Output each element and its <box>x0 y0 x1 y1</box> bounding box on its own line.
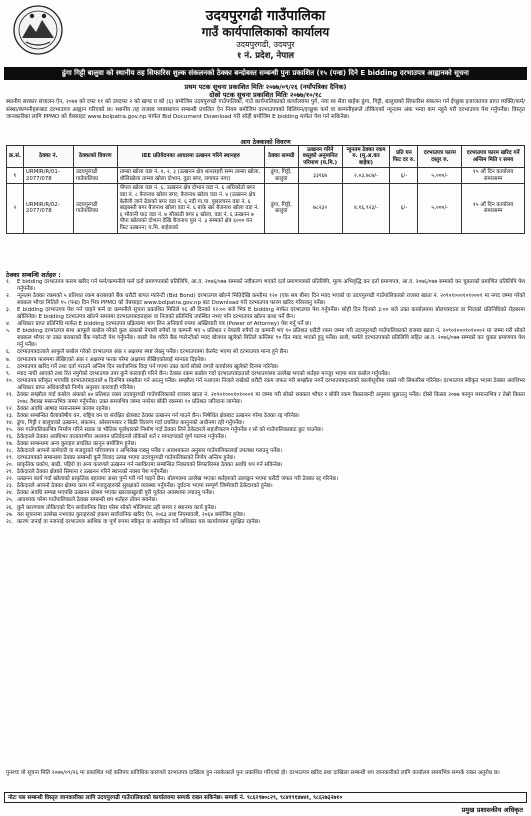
serial-cell: १ <box>7 168 24 184</box>
material-cell: ढुंगा, गिट्टी, बालुवा <box>264 168 298 184</box>
term-text: E bidding दरभाउपत्र पेश गर्न चाहने फर्म वा कम्पनीले सूचना प्रकाशित मितिले १६ औं दिनको १२:०० बजे भित्र E bidding मार्फत दरभाउपत्र पेश गर्नुपर्नेछ। सोही दिन दिनको ३:०० बजे उक्त कार्यालयमा बोलपत्रदाता वा निजको प्रतिनिधिको रोहबरमा खोलिनेछ। E bidding दरभाउपत्र खोल्ने समयमा दरभाउपत्रदाताहरू वा निजको प्रतिनिधि उपस्थित नभए पनि दरभाउपत्र खोल्न बाधा पर्ने छैन। <box>17 307 525 321</box>
term-text: ठेकेदारले आफ्नो ठेक्का क्षेत्रमा काम गर्ने मजदुरहरुको सुरक्षाको व्यवस्था गर्नुपर्नेछ। दुर्घटना भएमा सम्पूर्ण जिम्मेवारी ठेकेदारको हुनेछ। <box>17 483 273 490</box>
term-item <box>6 392 525 406</box>
term-item <box>6 279 525 293</box>
notice-title-banner: ढुंगा गिट्टी बालुवा को स्थानीय तह सिफारिस शुल्क संकलनको ठेक्का बन्दोबस्त सम्बन्धी पुनः प्रकाशित (१५ (पन्ध्र) दिने E bidding दरभाउपत्र आह्वानको सूचना <box>4 67 527 80</box>
term-text: E bidding दरभाउपत्र फारम खरिद गर्न फर्म/कम्पनीले फर्म दर्ता प्रमाणपत्रको प्रतिलिपि, आ.व. २०७६/०७७ सम्मको नवीकरण भएको दर्ता प्रमाणपत्रको प्रतिलिपि, मूल्य अभिवृद्धि कर दर्ता प्रमाणपत्र, आ.व. २०७६/०७७ सम्मको कर चुक्ताको प्रमाणित प्रतिलिपि पेश गर्नुपर्नेछ। <box>17 279 525 293</box>
term-text: ठेक्का अवधि आषाढ मसान्तसम्म कायम रहनेछ। <box>17 405 111 412</box>
term-text: यस सूचनामा उल्लेख नभएका कुराहरुको हकमा सार्वजनिक खरिद ऐन, २०६३ तथा नियमावली, २०६४ बमोजिम हुनेछ। <box>17 511 245 518</box>
table-header-row <box>7 146 525 168</box>
term-text: उत्खनन कार्य गर्दा खोलाको प्राकृतिक बहावमा असर पुग्ने गरी गर्न पाइने छैन। बोलपत्रमा उल्लेख भएका शर्तहरुको उल्लङ्घन भएमा धरौटी जफत गरी ठेक्का रद्द गरिनेछ। <box>17 476 339 483</box>
term-number: २६. <box>6 504 14 511</box>
form-fee-cell: ५,०००/- <box>418 184 462 233</box>
term-text: दरभाउपत्र फारममा लेखिएको अंक र अक्षरमा फरक परेमा अक्षरमा लेखिएकोलाई मान्यता दिइनेछ। <box>17 356 206 363</box>
term-number: ११. <box>6 391 14 398</box>
term-text: ठेकेदारले ठेक्का क्षेत्रको सिमाना र उत्खनन गरिने स्थानको नक्सा पेश गर्नुपर्नेछ। <box>17 469 169 476</box>
term-number: २. <box>6 293 11 300</box>
contract-no-cell: URMIR/R/02-2077/078 <box>23 184 73 233</box>
term-text: प्राकृतिक प्रकोप, बाढी, पहिरो वा अन्य कारणले उत्खनन गर्न नसकिएमा सम्बन्धित निकायको सिफारिसमा ठेक्का अवधि थप गर्न सकिनेछ। <box>17 462 283 469</box>
office-name: गाउँ कार्यपालिकाको कार्यालय <box>201 25 330 39</box>
header-cell: IEE प्रतिवेदनका आधारमा उत्खनन गरिने स्थानहरु <box>117 146 264 168</box>
term-number: १९. <box>6 455 14 462</box>
term-text: ठेक्का सम्बन्धित घैलाकोषीय वन, राष्ट्रिय वन वा संरक्षित क्षेत्रबाट ठेक्का उत्खनन गर्न पाउने छैन। निषेधित क्षेत्रबाट उत्खनन गरेमा ठेक्का रद्द गरिनेछ। <box>17 412 300 419</box>
description-cell: उदयपुरगढी गाउँपालिका <box>73 168 117 184</box>
second-publication-date: दोस्रो पटक सूचना प्रकाशित मितिः २०७७/१०/१८ <box>209 91 322 99</box>
term-number: २३. <box>6 483 14 490</box>
intro-paragraph: स्थानीय सरकार संचालन ऐन, २०७४ को दफा ११ को उपदफा २ को खण्ड घ को (६) बमोजिम उदयपुरगढी गाउँपालिका, गाउँ कार्यपालिकाको कार्यालयमा पुगे, नया स्व सेवा बाहेक ढुंगा, गिट्टी, बालुवाको सिफारिस संकलन गर्न ईच्छुक इजाजतपत्र प्राप्त व्यक्ति/फर्म/संस्था/कम्पनीहरूबाट दरभाउपत्र आह्वान गरिएको छ। स्थानीय तह राजस्व व्यवस्थापन सम्बन्धी प्रचलित ऐन नियम बमोजिम दरभाउपत्रको बिलियन/इच्छुक फर्म वा कम्पनीहरूले तोकिएको न्यूनतम अंक भन्दा कम नहुने गरी दरभाउपत्र पेश गर्नुपर्नेछ। विस्तृत जानकारीका लागि PPMO को वेबसाइट www.bolpatra.gov.np मार्फत Bid Document Download गरी सोही बमोजिम E bidding मार्फत पेश गर्न सकिनेछ। <box>6 99 525 121</box>
description-cell: उदयपुरगढी गाउँपालिका <box>73 184 117 233</box>
term-number: ७. <box>6 356 11 363</box>
term-item <box>6 406 525 413</box>
term-text: ठेक्का सम्बन्धमा अन्य कुराहरु प्रचलित कानून बमोजिम हुनेछ। <box>17 441 137 448</box>
letterhead <box>0 2 531 66</box>
term-item <box>6 293 525 307</box>
form-fee-cell: ५,०००/- <box>418 168 462 184</box>
term-text: ठेक्का अवधि सम्पन्न भएपछि उत्खनन क्षेत्रमा भएका खाल्डाखुल्डी पुरी पूर्ववत अवस्थामा ल्याउनु पर्नेछ। <box>17 490 215 497</box>
locations-cell: ताम्सा खोला वडा नं. १, २, ३ (उत्खनन क्षेत्र थानलहरी सम्म ताम्सा खोला, धौलिखोला ताम्सा खोला दोभान, वुढा बगर, लगायत नगर) <box>117 168 264 184</box>
quantity-cell: ३३१६७ <box>298 168 342 184</box>
term-item <box>6 420 525 427</box>
rate-cell: ६/- <box>390 168 418 184</box>
signatory-title: प्रमुख प्रशासकीय अधिकृत <box>461 806 523 814</box>
terms-list <box>6 279 525 526</box>
header-cell: दरभाउपत्र फारम खरिद गर्ने अन्तिम मिति र समय <box>462 146 525 168</box>
term-item <box>6 371 525 378</box>
term-text: ढुंगा, गिट्टी र बालुवाको उत्खनन, संकलन, ओसारपसार र बिक्री वितरण गर्दा प्रचलित कानुनको अधीनमा रही गर्नुपर्नेछ। <box>17 419 244 426</box>
deadline-cell: १५ औं दिन कार्यालय समयसम्म <box>462 168 525 184</box>
term-number: ८. <box>6 363 11 370</box>
term-number: ६. <box>6 349 11 356</box>
term-number: १५. <box>6 426 14 433</box>
min-amount-cell: २,०३,७८७/- <box>342 168 390 184</box>
tender-table <box>6 145 525 234</box>
term-number: १४. <box>6 419 14 426</box>
province-line: १ नं. प्रदेश, नेपाल <box>236 51 295 61</box>
quantity-cell: ७८२३२ <box>298 184 342 233</box>
table-title: आय ठेक्काको विवरण <box>240 139 291 146</box>
term-text: कुनै कारणवश तोकिएको दिन सार्वजनिक बिदा परेमा सोको भोलिपल्ट उही समय र स्थानमा कार्य हुनेछ। <box>17 504 217 511</box>
term-text: म्याद नाघी आएको तथा रित नपुगेको दरभाउपत्र उपर कुनै कारवाही गरिने छैन। ठेक्का रकम कबोल गर्दा दरभाउपत्रदाताले दरभाउपत्रमा उल्लेख भएको शर्तहरु मञ्जुर भएमा मात्र कबोल गर्नुपर्नेछ। <box>17 370 390 377</box>
term-number: २४. <box>6 490 14 497</box>
municipality-name: उदयपुरगढी गाउँपालिका <box>205 8 326 24</box>
term-item <box>6 497 525 504</box>
office-address: उदयपुरगढी, उदयपुर <box>236 40 295 49</box>
term-number: २५. <box>6 497 14 504</box>
material-cell: ढुंगा, गिट्टी, बालुवा <box>264 184 298 233</box>
term-item <box>6 349 525 356</box>
header-cell: उत्खनन गरिने वस्तुको अनुमानित परिमाण (घ.मि.) <box>298 146 342 168</box>
term-number: २२. <box>6 476 14 483</box>
contact-note: नोटः यस सम्बन्धी विस्तृत जानकारीका लागि उदयपुरगढी गाउँपालिकाको कार्यालयमा सम्पर्क राख्न सकिनेछ। सम्पर्क नं. ९८६२९७०८२९, ९८४१९१४७४१, ९८६२७३२७१० <box>4 792 527 803</box>
term-number: १. <box>6 279 11 285</box>
term-item <box>6 413 525 420</box>
serial-cell: २ <box>7 184 24 233</box>
term-item <box>6 357 525 364</box>
term-item <box>6 364 525 371</box>
term-text: दरभाउपत्र स्वीकृत भएपछि दरभाउपत्रदाताले ७ दिनभित्र सम्झौता गर्न आउनु पर्नेछ। सम्झौता गर्न नआएमा निजले राखेको धरौटी रकम जफत गरी सम्झौता नगर्ने दरभाउपत्रदाताको कालोसूचीमा राख्ने गरी सिफारिस गरिनेछ। दरभाउपत्र स्वीकृत भएमा ठेक्का अवधिभर अधिकार प्राप्त अधिकारीको निर्णय अनुसार कारवाही गरिनेछ। <box>17 377 525 391</box>
min-amount-cell: ४,१६,९२३/- <box>342 184 390 233</box>
term-text: न्यूनतम ठेक्का रकमको ५ प्रतिशत रकम बराबरको बैंक धरौटी बापत ग्यारेन्टी (Bid Bond) दरभाउपत्र खोल्ने मितिदेखि कम्तीमा १२० (एक सय बीस) दिन म्याद भएको वा उदयपुरगढी गाउँपालिकाको राजस्व खाता नं. २०९०१०००१०१०००१ मा नगद जम्मा गरेको सक्कल भौचर मितिले १५ (पन्ध्र) दिन भित्र PPMO को वेबसाइट www.bolpatra.gov.np बाट Download गरी दरभाउपत्र फारम खरिद गरिसक्नु पर्नेछ। <box>17 293 525 307</box>
term-text: दरभाउपत्रको सम्बन्धमा ठेक्का सम्बन्धी कुनै विवाद उत्पन्न भएमा उदयपुरगढी गाउँपालिकाको निर्णय अन्तिम हुनेछ। <box>17 455 236 462</box>
header-cell: प्रति घन फिट दर रु. <box>390 146 418 168</box>
postscript-paragraph: पुनश्चः यो सूचना मिति २०७७/०९/२६ मा प्रकाशित भई कतिपय प्राविधिक कारणले दरभाउपत्र दाखिला हुन नसकेकाले पुनः प्रकाशित गरिएको हो। दरभाउपत्र खरिद तथा दाखिला सम्बन्धी थप जानकारीको लागि कार्यालय समयभित्र सम्पर्क राख्न अनुरोध छ। <box>6 770 500 776</box>
term-number: २०. <box>6 462 14 469</box>
term-number: २१. <box>6 469 14 476</box>
term-number: १८. <box>6 448 14 455</box>
term-item <box>6 307 525 321</box>
rate-cell: ६/- <box>390 184 418 233</box>
table-row <box>7 168 525 184</box>
term-number: ३. <box>6 307 11 314</box>
term-text: दरभाउपत्रदाताले आफूले कबोल गरेको दरभाउपत्र अंक र अक्षरमा स्पष्ट लेख्नु पर्नेछ। दरभाउपत्रमा केरमेट भएमा सो दरभाउपत्र मान्य हुने छैन। <box>17 349 289 356</box>
term-number: २७. <box>6 511 14 518</box>
term-item <box>6 427 525 434</box>
term-number: १७. <box>6 441 14 448</box>
deadline-cell: १५ औं दिन कार्यालय समयसम्म <box>462 184 525 233</box>
term-text: E bidding दरभाउपत्र साथ आफूले कबोल गरेको कुल अंकको नेपाली रुपैयाँ वा कम्पनी भए ५ प्रतिशत र नेपाली रुपैयाँ वा कम्पनी भए १० प्रतिशत धरौटी रकम जम्मा गरी उदयपुरगढी गाउँपालिकाको राजस्व खाता नं. २०९०१०००१०१०००१ मा जम्मा गरी सोको सक्कल भौचर वा उक्त बराबरको बैंक ग्यारेन्टी पेश गर्नुपर्नेछ। यसरी पेश गरिने बैंक ग्यारेन्टीको म्याद बोलपत्र खुलेको मितिले कम्तिमा ९० दिन म्याद भएको हुनु पर्नेछ। साथै, फर्मले दरभाउपत्रको प्रतिलिपि सहित आ.व. २०७६/०७७ सम्मको कर चुक्ता प्रमाणपत्र पेश गर्नु पर्नेछ। <box>17 328 525 349</box>
term-text: यस गाउँपालिकाभित्र निर्माण गरिने सडक वा भौतिक पूर्वाधारको निर्माण गर्दा ठेक्का लिने ठेकेदारले सहजीकरण गर्नुपर्नेछ र सो को गाउँपालिकाबाट छुट पाउनेछ। <box>17 426 323 433</box>
locations-cell: पीपल खोला वडा नं. ६, उत्खनन क्षेत्र दोभान वडा नं. ६ अधिकोठो बगर वडा नं. ८ बैजनाथ खोला बगर; बैजनाथ खोला वडा नं. ४ (उत्खनन क्षेत्र बेतौली जाने ढेडाको बगर वडा नं. ६ नदी गा.पा. पुछारचरन वडा नं. ६ बाड्बस्ती बगर बैजनाथ खोला वडा नं. ६ बाके खर बैजनाथ खोला वडा नं. ६ भौवानी घाट वडा नं. ७ सौकाठी बगर ६ खोला, वडा नं. ६ उत्खनन ७ पीपा खोलाको दोभान देखि बैजनाथ पुल नं. ३ सम्मको क्षेत्र ६००० घन फिट उत्खनन) घ.मि. बाहेकको <box>117 184 264 233</box>
terms-heading: ठेक्का सम्बन्धि शर्तहरु : <box>6 272 61 279</box>
term-text: ठेकेदारले ठेक्का अवधिभर वातावरणीय अध्ययन प्रतिवेदनले तोकेको शर्त र मापदण्डको पूर्ण पालना गर्नुपर्नेछ। <box>17 434 227 441</box>
term-text: अधिकार प्राप्त प्रतिनिधि मार्फत E bidding दरभाउपत्र प्रक्रियामा भाग लिन अनिवार्य रुपमा अख्तियारी पत्र (Power of Attorney) पेश गर्नु पर्ने छ। <box>17 321 312 328</box>
term-item <box>6 512 525 519</box>
term-number: १०. <box>6 377 14 384</box>
term-text: ठेक्का सम्झौता गर्दा कबोल अंकको ४० प्रतिशत रकम उदयपुरगढी गाउँपालिकाको राजस्व खाता नं. २०९०१०००१०१०००१ मा जम्मा गरी सोको सक्कल भौचर र बाँकी रकम किस्ताबन्दी अनुसार बुझाउनु पर्नेछ। दोस्रो किस्ता २०७७ फागुन मसान्तभित्र र तेस्रो किस्ता २०७८ वैशाख मसान्तभित्र जम्मा गर्नुपर्नेछ। उक्त समयभित्र जम्मा नगरेमा बाँकी रकममा १० प्रतिशत जरिवाना लाग्नेछ। <box>17 391 525 405</box>
term-text: कारण जनाई वा नजनाई दरभाउपत्र आंशिक वा पूर्ण रुपमा स्वीकृत वा अस्वीकृत गर्ने अधिकार यस कार्यालयमा सुरक्षित रहनेछ। <box>17 518 261 525</box>
term-text: आवश्यक परेमा गाउँपालिकाले ठेक्का सम्बन्धी थप शर्तहरु तोक्न सक्नेछ। <box>17 497 158 504</box>
term-item <box>6 378 525 392</box>
term-number: १६. <box>6 434 14 441</box>
term-number: १३. <box>6 412 14 419</box>
term-number: ४. <box>6 321 11 328</box>
header-cell: ठेक्का सामग्री <box>264 146 298 168</box>
term-number: २८. <box>6 518 14 525</box>
header-cell: ठेक्का नं. <box>23 146 73 168</box>
term-text: ठेकेदारले आफ्नो कर्मचारी वा मजदुरको परिचयपत्र र अभिलेख राख्नु पर्नेछ र आवश्यकता अनुसार गाउँपालिकालाई उपलब्ध गराउनु पर्नेछ। <box>17 448 283 455</box>
first-publication-date: प्रथम पटक सूचना प्रकाशित मितिः २०७७/०९/२६ (नयाँपत्रिका दैनिक) <box>184 83 347 91</box>
term-number: ९. <box>6 370 11 377</box>
term-item <box>6 328 525 349</box>
contract-no-cell: URMIR/R/01-2077/078 <box>23 168 73 184</box>
term-text: दरभाउपत्र खरिद गर्ने तथा दर्ता गराउने अन्तिम दिन सार्वजनिक विदा पर्न गएमा उक्त कार्य सोको लगत्तै कार्यालय खुलेको दिनमा गरिनेछ। <box>17 363 279 370</box>
term-item <box>6 519 525 526</box>
term-number: ५. <box>6 328 11 335</box>
term-number: १२. <box>6 405 14 412</box>
header-cell: न्युनतम ठेक्का रकम रु. (मू.अ.कर बाहेक) <box>342 146 390 168</box>
table-row <box>7 184 525 233</box>
header-cell: क्र.सं. <box>7 146 24 168</box>
header-cell: दरभाउपत्र फारम दस्तुर रु. <box>418 146 462 168</box>
term-item <box>6 505 525 512</box>
header-cell: ठेक्काको विवरण <box>73 146 117 168</box>
